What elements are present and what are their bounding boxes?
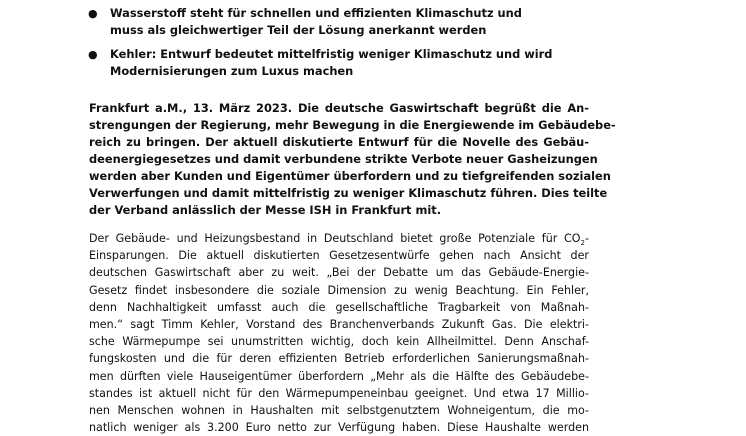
summary-bullet-list — [88, 5, 588, 87]
body-line: nen Menschen wohnen in Haushalten mit selbstgenutztem Wohneigentum, die mo- — [89, 404, 589, 418]
lead-line: der Verband anlässlich der Messe ISH in Frankfurt mit. — [89, 203, 442, 217]
lead-line: Frankfurt a.M., 13. März 2023. Die deutsche Gaswirtschaft begrüßt die An- — [89, 101, 589, 115]
body-line: men.“ sagt Timm Kehler, Vorstand des Branchenverbands Zukunft Gas. Die elektri- — [89, 318, 589, 332]
body-line: deutschen Gaswirtschaft aber zu weit. „Bei der Debatte um das Gebäude-Energie- — [89, 266, 589, 280]
lead-line: Verwerfungen und damit mittelfristig zu weniger Klimaschutz führen. Dies teilte — [89, 186, 608, 200]
bullet-item-kehler — [88, 46, 588, 80]
body-paragraph — [89, 230, 589, 436]
body-line: Einsparungen. Die aktuell diskutierten Gesetzesentwürfe gehen nach Ansicht der — [89, 249, 589, 263]
bullet-item-hydrogen — [88, 5, 588, 39]
body-line: men dürften viele Hauseigentümer überfordern „Mehr als die Hälfte des Gebäudebe- — [89, 369, 589, 383]
lead-paragraph — [89, 100, 616, 219]
bullet-line: Kehler: Entwurf bedeutet mittelfristig weniger Klimaschutz und wird — [110, 47, 553, 61]
body-line: standes ist aktuell nicht für den Wärmepumpeneinbau geeignet. Und etwa 17 Millio- — [89, 386, 589, 400]
bullet-dot-icon: ● — [88, 48, 98, 61]
bullet-line: Modernisierungen zum Luxus machen — [110, 64, 354, 78]
lead-line: deenergiegesetzes und damit verbundene strikte Verbote neuer Gasheizungen — [89, 152, 598, 166]
lead-line: reich zu bringen. Der aktuell diskutierte Entwurf für die Novelle des Gebäu- — [89, 135, 589, 149]
body-text: - — [584, 232, 589, 245]
body-text: Der Gebäude- und Heizungsbestand in Deutschland bietet große Potenziale für CO — [89, 232, 581, 245]
subscript: 2 — [580, 239, 585, 248]
body-line: denn Nachhaltigkeit umfasst auch die gesellschaftliche Tragbarkeit von Maßnah- — [89, 300, 589, 314]
body-line-first — [89, 230, 589, 247]
body-line: sche Wärmepumpe sei unumstritten wichtig, doch kein Allheilmittel. Denn Anschaf- — [89, 335, 589, 349]
bullet-line: muss als gleichwertiger Teil der Lösung anerkannt werden — [110, 23, 487, 37]
lead-line: strengungen der Regierung, mehr Bewegung in die Energiewende im Gebäudebe- — [89, 118, 616, 132]
body-line: fungskosten und die für deren effizienten Betrieb erforderlichen Sanierungsmaßnah- — [89, 352, 589, 366]
body-line: natlich weniger als 3.200 Euro netto zur Verfügung haben. Diese Haushalte werden — [89, 421, 589, 435]
body-line: Gesetz findet insbesondere die soziale Dimension zu wenig Beachtung. Ein Fehler, — [89, 283, 589, 297]
lead-line: werden aber Kunden und Eigentümer überfordern und zu tiefgreifenden sozialen — [89, 169, 611, 183]
bullet-dot-icon: ● — [88, 7, 98, 20]
bullet-line: Wasserstoff steht für schnellen und effizienten Klimaschutz und — [110, 6, 522, 20]
